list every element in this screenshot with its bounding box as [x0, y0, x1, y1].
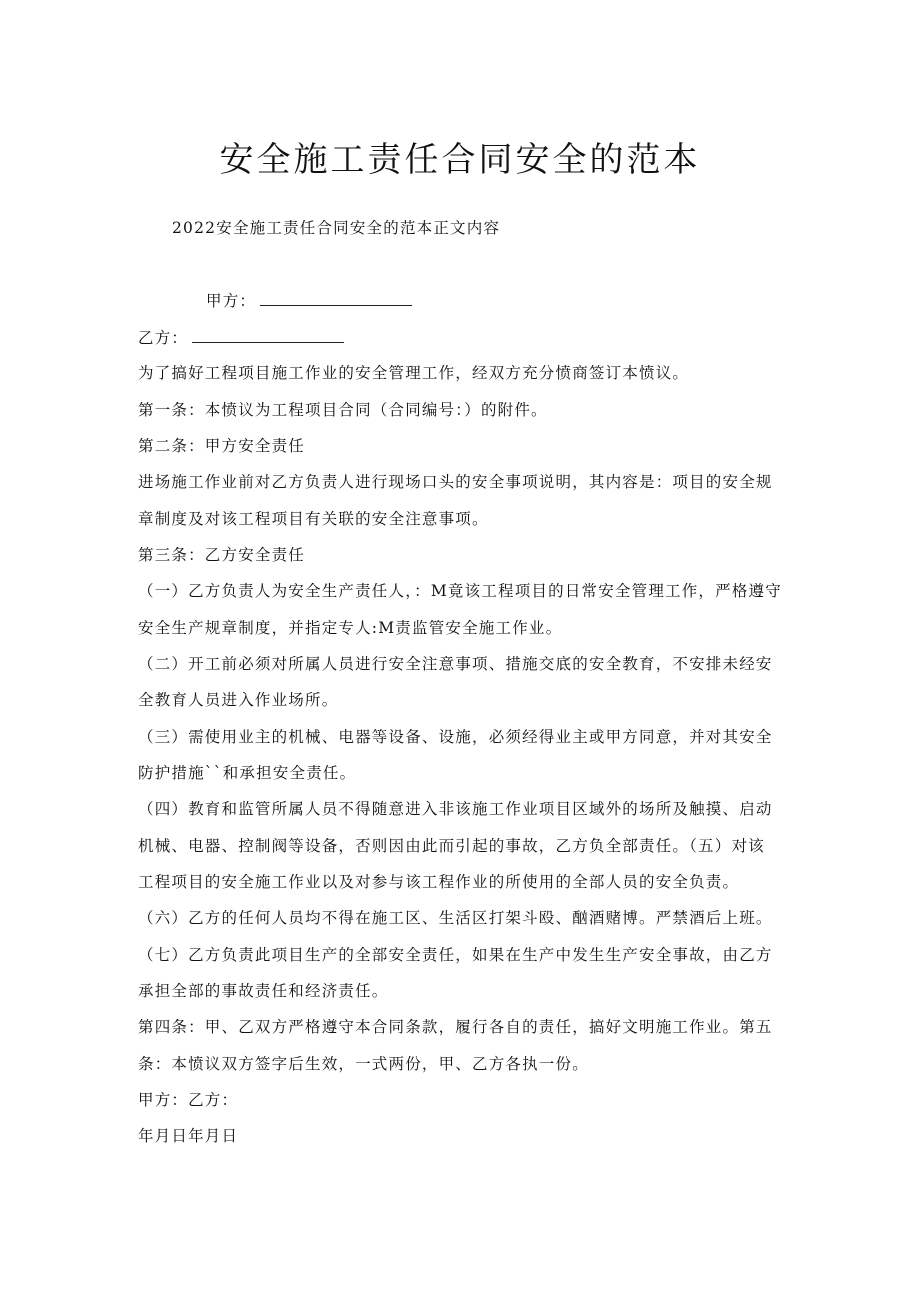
body-line: 防护措施``和承担安全责任。 — [138, 764, 357, 782]
party-a-blank — [260, 291, 412, 306]
body-line: 进场施工作业前对乙方负责人进行现场口头的安全事项说明，其内容是：项目的安全规 — [138, 473, 773, 491]
party-a-line — [206, 289, 862, 311]
party-b-line — [138, 326, 794, 348]
document-subtitle: 2022安全施工责任合同安全的范本正文内容 — [172, 219, 501, 237]
body-line: 工程项目的安全施工作业以及对参与该工程作业的所使用的全部人员的安全负责。 — [138, 873, 740, 891]
body-line: （六）乙方的任何人员均不得在施工区、生活区打架斗殴、酗酒赌博。严禁酒后上班。 — [138, 909, 773, 927]
body-line: 承担全部的事故责任和经济责任。 — [138, 982, 389, 1000]
body-line: 第一条：本愤议为工程项目合同（合同编号：）的附件。 — [138, 401, 548, 419]
body-line: 机械、电器、控制阀等设备，否则因由此而引起的事故，乙方负全部责任。（五）对该 — [138, 837, 765, 855]
body-line: （四）教育和监管所属人员不得随意进入非该施工作业项目区域外的场所及触摸、启动 — [138, 800, 773, 818]
document-title: 安全施工责任合同安全的范本 — [219, 140, 701, 180]
body-line: （一）乙方负责人为安全生产责任人，：M竟该工程项目的日常安全管理工作，严格遵守 — [138, 582, 782, 600]
body-line: 全教育人员进入作业场所。 — [138, 691, 339, 709]
date-line: 年月日年月日 — [138, 1127, 239, 1145]
party-b-label: 乙方： — [138, 329, 189, 347]
body-line: 安全生产规章制度，并指定专人:M责监管安全施工作业。 — [138, 619, 563, 637]
party-b-blank — [192, 328, 344, 343]
party-a-label: 甲方： — [206, 292, 257, 310]
body-line: 第三条：乙方安全责任 — [138, 546, 306, 564]
body-line: 章制度及对该工程项目有关联的安全注意事项。 — [138, 510, 489, 528]
signature-line: 甲方：乙方： — [138, 1091, 239, 1109]
body-line: （七）乙方负责此项目生产的全部安全责任，如果在生产中发生生产安全事故，由乙方 — [138, 946, 773, 964]
body-line: 第四条：甲、乙双方严格遵守本合同条款，履行各自的责任，搞好文明施工作业。第五 — [138, 1018, 773, 1036]
body-line: （三）需使用业主的机械、电器等设备、设施，必须经得业主或甲方同意，并对其安全 — [138, 728, 773, 746]
body-line: （二）开工前必须对所属人员进行安全注意事项、措施交底的安全教育，不安排未经安 — [138, 655, 773, 673]
body-line: 第二条：甲方安全责任 — [138, 437, 306, 455]
body-line: 为了搞好工程项目施工作业的安全管理工作，经双方充分愤商签订本愤议。 — [138, 364, 690, 382]
body-line: 条：本愤议双方签字后生效，一式两份，甲、乙方各执一份。 — [138, 1055, 589, 1073]
